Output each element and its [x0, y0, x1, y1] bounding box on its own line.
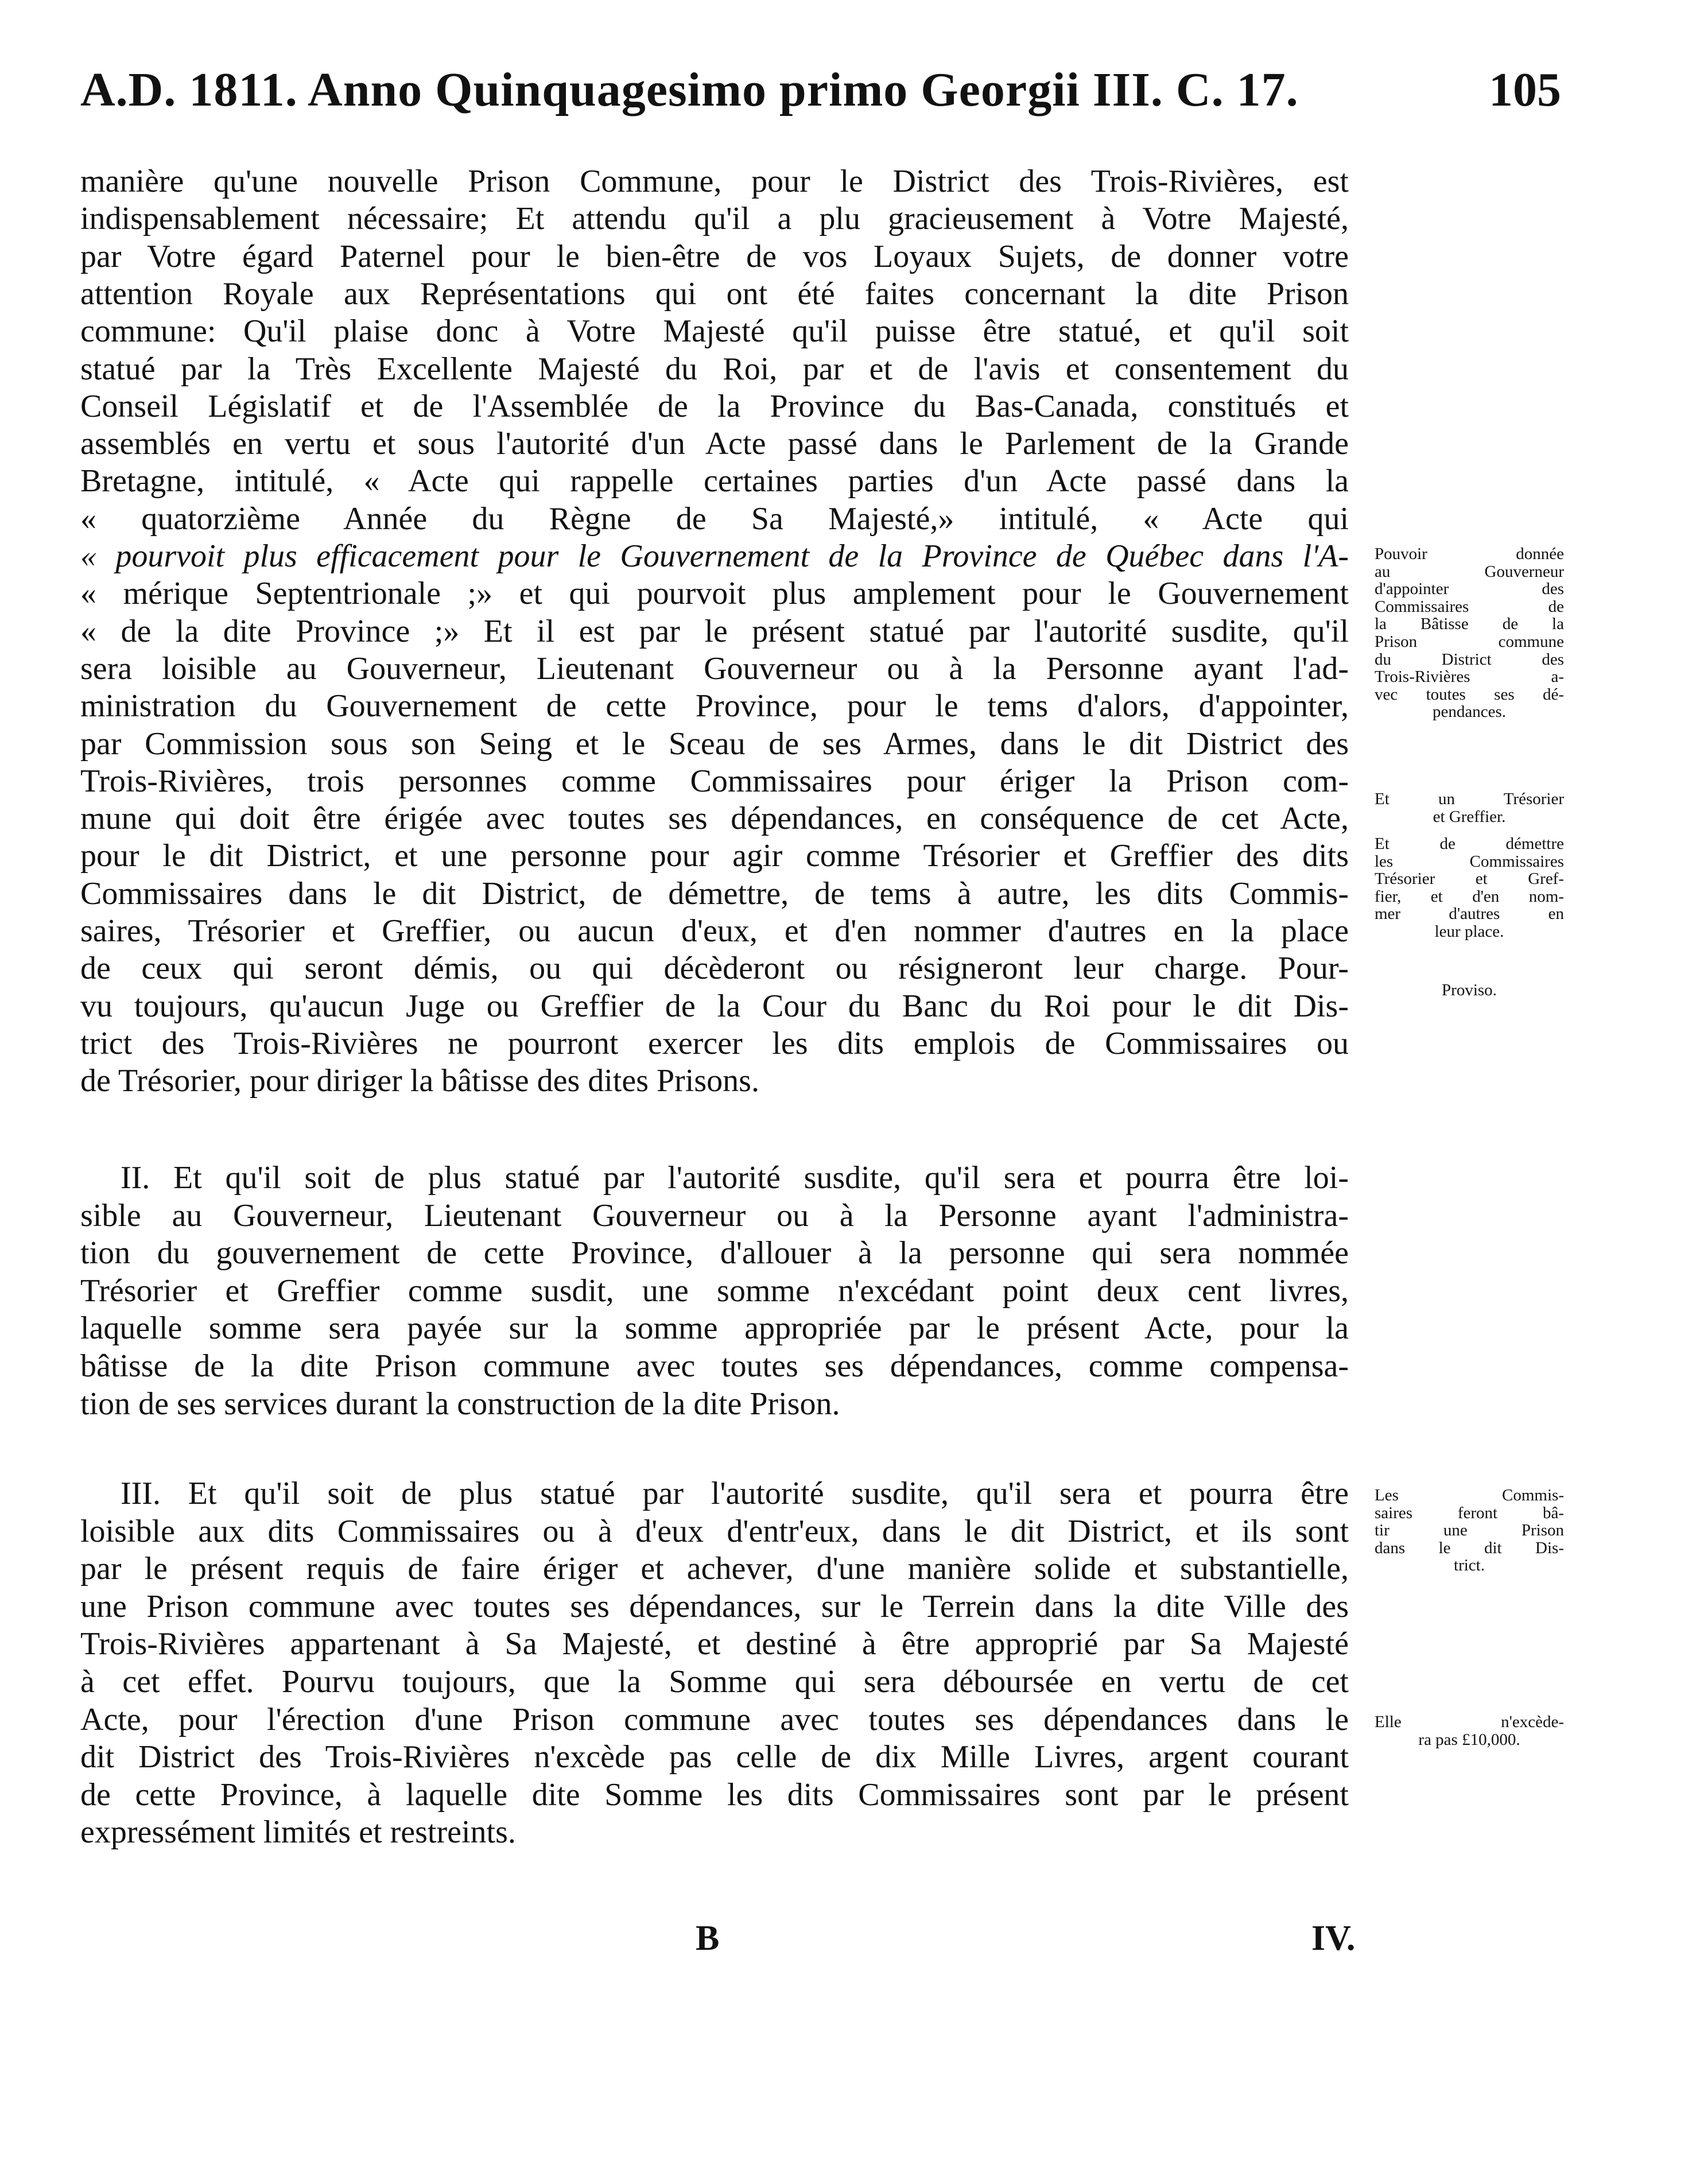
marginal-note-line: du District des	[1375, 650, 1564, 669]
text-line: Commissaires dans le dit District, de démettre, de tems à autre, les dits Commis-	[80, 875, 1349, 911]
marginal-note-line: et Greffier.	[1433, 807, 1506, 826]
running-header	[80, 62, 1561, 119]
marginal-note-line: ra pas £10,000.	[1418, 1730, 1520, 1749]
marginal-note-line: dans le dit Dis-	[1375, 1538, 1564, 1557]
signature-mark: B	[696, 1919, 720, 1958]
marginal-note-line: d'appointer des	[1375, 580, 1564, 599]
marginal-note-line: Trésorier et Gref-	[1375, 870, 1564, 889]
text-line: Bretagne, intitulé, « Acte qui rappelle certaines parties d'un Acte passé dans la	[80, 463, 1349, 499]
text-line: commune: Qu'il plaise donc à Votre Majesté qu'il puisse être statué, et qu'il soit	[80, 313, 1349, 350]
text-line: Conseil Législatif et de l'Assemblée de la Province du Bas-Canada, constitués et	[80, 388, 1349, 424]
text-line: mune qui doit être érigée avec toutes ses dépendances, en conséquence de cet Acte,	[80, 801, 1349, 837]
text-line: ministration du Gouvernement de cette Province, pour le tems d'alors, d'appointer,	[80, 688, 1349, 724]
text-line: II. Et qu'il soit de plus statué par l'autorité susdite, qu'il sera et pourra être loi-	[121, 1160, 1349, 1196]
text-line: une Prison commune avec toutes ses dépendances, sur le Terrein dans la dite Ville des	[80, 1588, 1349, 1624]
marginal-note-line: au Gouverneur	[1375, 562, 1564, 581]
marginal-note-line: Trois-Rivières a-	[1375, 668, 1564, 686]
text-line: « mérique Septentrionale ;» et qui pourvoit plus amplement pour le Gouvernement	[80, 576, 1349, 612]
text-line: « de la dite Province ;» Et il est par le présent statué par l'autorité susdite, qu'il	[80, 613, 1349, 649]
marginal-note-line: fier, et d'en nom-	[1375, 887, 1564, 906]
marginal-note-line: Et un Trésorier	[1375, 790, 1564, 808]
text-line: saires, Trésorier et Greffier, ou aucun d'eux, et d'en nommer d'autres en la place	[80, 913, 1349, 949]
text-line: bâtisse de la dite Prison commune avec toutes ses dépendances, comme compensa-	[80, 1348, 1349, 1384]
text-line: « quatorzième Année du Règne de Sa Majesté,» intitulé, « Acte qui	[80, 501, 1349, 537]
text-line: Trois-Rivières appartenant à Sa Majesté, et destiné à être approprié par Sa Majesté	[80, 1626, 1349, 1662]
text-line: par le présent requis de faire ériger et achever, d'une manière solide et substantielle,	[80, 1551, 1349, 1587]
text-line: par Commission sous son Seing et le Sceau de ses Armes, dans le dit District des	[80, 726, 1349, 762]
text-line: manière qu'une nouvelle Prison Commune, pour le District des Trois-Rivières, est	[80, 164, 1349, 199]
running-title: A.D. 1811. Anno Quinquagesimo primo Georgii III. C. 17.	[80, 63, 1299, 117]
text-line: attention Royale aux Représentations qui ont été faites concernant la dite Prison	[80, 276, 1349, 312]
marginal-note-line: Et de démettre	[1375, 835, 1564, 853]
text-line: à cet effet. Pourvu toujours, que la Somme qui sera déboursée en vertu de cet	[80, 1664, 1349, 1700]
text-line: indispensablement nécessaire; Et attendu qu'il a plu gracieusement à Votre Majesté,	[80, 201, 1349, 237]
text-line: pour le dit District, et une personne pour agir comme Trésorier et Greffier des dits	[80, 838, 1349, 874]
text-line: sera loisible au Gouverneur, Lieutenant Gouverneur ou à la Personne ayant l'ad-	[80, 650, 1349, 686]
marginal-note-line: mer d'autres en	[1375, 905, 1564, 924]
marginal-note-line: trict.	[1454, 1556, 1485, 1575]
marginal-note-line: Elle n'excède-	[1375, 1713, 1564, 1731]
text-line: tion de ses services durant la construction de la dite Prison.	[80, 1386, 840, 1422]
marginal-note-line: pendances.	[1432, 703, 1507, 721]
catchword: IV.	[1311, 1919, 1356, 1958]
marginal-note-line: Commissaires de	[1375, 597, 1564, 616]
marginal-note-line: Les Commis-	[1375, 1486, 1564, 1504]
marginal-note-line: Prison commune	[1375, 633, 1564, 651]
text-line: par Votre égard Paternel pour le bien-être de vos Loyaux Sujets, de donner votre	[80, 238, 1349, 274]
text-line: statué par la Très Excellente Majesté du Roi, par et de l'avis et consentement du	[80, 351, 1349, 387]
text-line: « pourvoit plus efficacement pour le Gouvernement de la Province de Québec dans l'A-	[80, 538, 1349, 574]
text-line: sible au Gouverneur, Lieutenant Gouverneur ou à la Personne ayant l'administra-	[80, 1197, 1349, 1233]
text-line: de Trésorier, pour diriger la bâtisse des dites Prisons.	[80, 1063, 759, 1099]
text-line: expressément limités et restreints.	[80, 1814, 516, 1851]
text-line: Trésorier et Greffier comme susdit, une somme n'excédant point deux cent livres,	[80, 1273, 1349, 1309]
text-line: vu toujours, qu'aucun Juge ou Greffier de la Cour du Banc du Roi pour le dit Dis-	[80, 988, 1349, 1024]
marginal-note-line: Proviso.	[1442, 981, 1497, 999]
marginal-note-line: saires feront bâ-	[1375, 1503, 1564, 1522]
marginal-note-line: leur place.	[1434, 922, 1504, 941]
marginal-note-line: tir une Prison	[1375, 1521, 1564, 1540]
text-line: dit District des Trois-Rivières n'excède pas celle de dix Mille Livres, argent courant	[80, 1739, 1349, 1775]
text-line: loisible aux dits Commissaires ou à d'eux d'entr'eux, dans le dit District, et ils sont	[80, 1513, 1349, 1549]
marginal-note-line: Pouvoir donnée	[1375, 545, 1564, 563]
marginal-note-line: vec toutes ses dé-	[1375, 685, 1564, 704]
text-line: assemblés en vertu et sous l'autorité d'un Acte passé dans le Parlement de la Grande	[80, 426, 1349, 462]
text-line: Acte, pour l'érection d'une Prison commune avec toutes ses dépendances dans le	[80, 1701, 1349, 1737]
text-line: Trois-Rivières, trois personnes comme Commissaires pour ériger la Prison com-	[80, 763, 1349, 799]
text-line: de cette Province, à laquelle dite Somme les dits Commissaires sont par le présent	[80, 1776, 1349, 1813]
marginal-note-line: la Bâtisse de la	[1375, 615, 1564, 634]
text-line: trict des Trois-Rivières ne pourront exercer les dits emplois de Commissaires ou	[80, 1025, 1349, 1061]
text-line: tion du gouvernement de cette Province, d'allouer à la personne qui sera nommée	[80, 1235, 1349, 1271]
text-line: de ceux qui seront démis, ou qui décèderont ou résigneront leur charge. Pour-	[80, 951, 1349, 987]
text-line: laquelle somme sera payée sur la somme appropriée par le présent Acte, pour la	[80, 1310, 1349, 1347]
marginal-note-line: les Commissaires	[1375, 852, 1564, 871]
text-line: III. Et qu'il soit de plus statué par l'autorité susdite, qu'il sera et pourra être	[121, 1476, 1349, 1511]
page-number: 105	[1489, 63, 1561, 117]
